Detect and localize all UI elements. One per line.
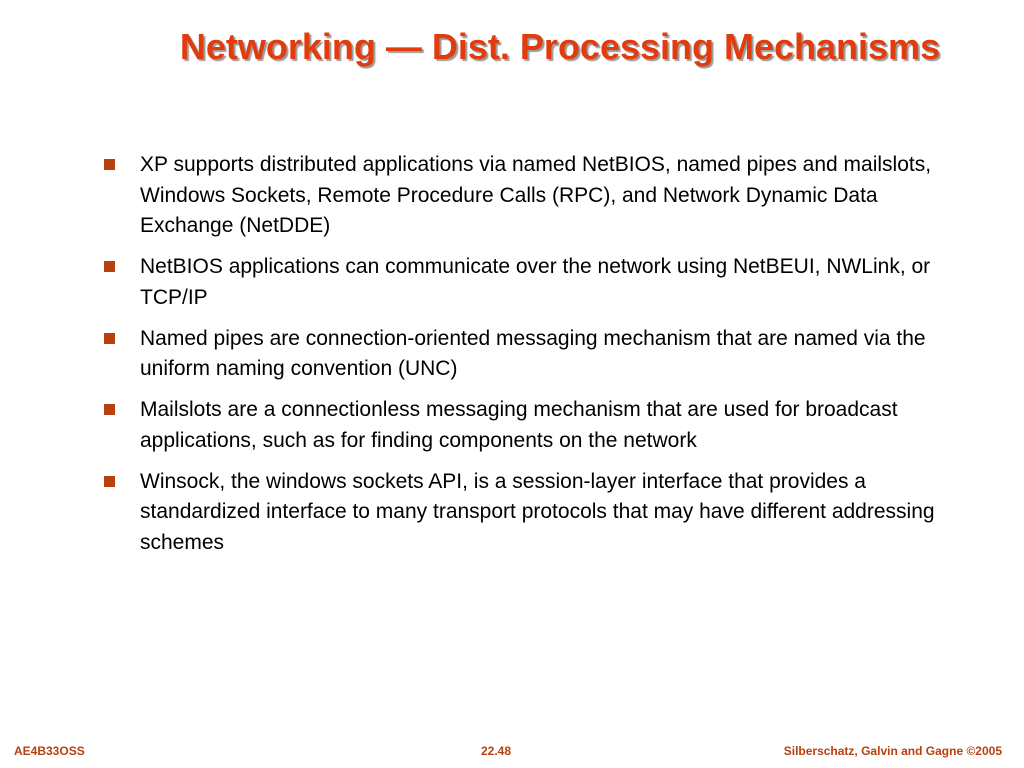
square-bullet-icon: [104, 261, 115, 272]
square-bullet-icon: [104, 159, 115, 170]
bullet-text: NetBIOS applications can communicate over the network using NetBEUI, NWLink, or TCP/IP: [140, 255, 931, 309]
square-bullet-icon: [104, 476, 115, 487]
bullet-text: Winsock, the windows sockets API, is a session-layer interface that provides a standardized interface to many transport protocols that may have different addressing schemes: [140, 469, 935, 554]
bullet-item: [104, 252, 944, 313]
bullet-item: [104, 150, 944, 242]
footer-page-number: 22.48: [481, 744, 512, 758]
bullet-text: XP supports distributed applications via named NetBIOS, named pipes and mailslots, Windows Sockets, Remote Procedure Calls (RPC), and Network Dynamic Data Exchange (NetDDE): [140, 153, 932, 237]
bullet-item: [104, 395, 944, 456]
bullet-list: [104, 150, 944, 569]
square-bullet-icon: [104, 333, 115, 344]
bullet-item: [104, 467, 944, 559]
footer-copyright: Silberschatz, Galvin and Gagne ©2005: [783, 744, 1002, 758]
footer-course: AE4B33OSS: [14, 744, 85, 758]
bullet-item: [104, 324, 944, 385]
slide-title: Networking — Dist. Processing Mechanisms: [179, 26, 941, 67]
bullet-text: Named pipes are connection-oriented messaging mechanism that are named via the uniform naming convention (UNC): [140, 326, 926, 380]
square-bullet-icon: [104, 404, 115, 415]
bullet-text: Mailslots are a connectionless messaging mechanism that are used for broadcast applications, such as for finding components on the network: [140, 398, 898, 452]
